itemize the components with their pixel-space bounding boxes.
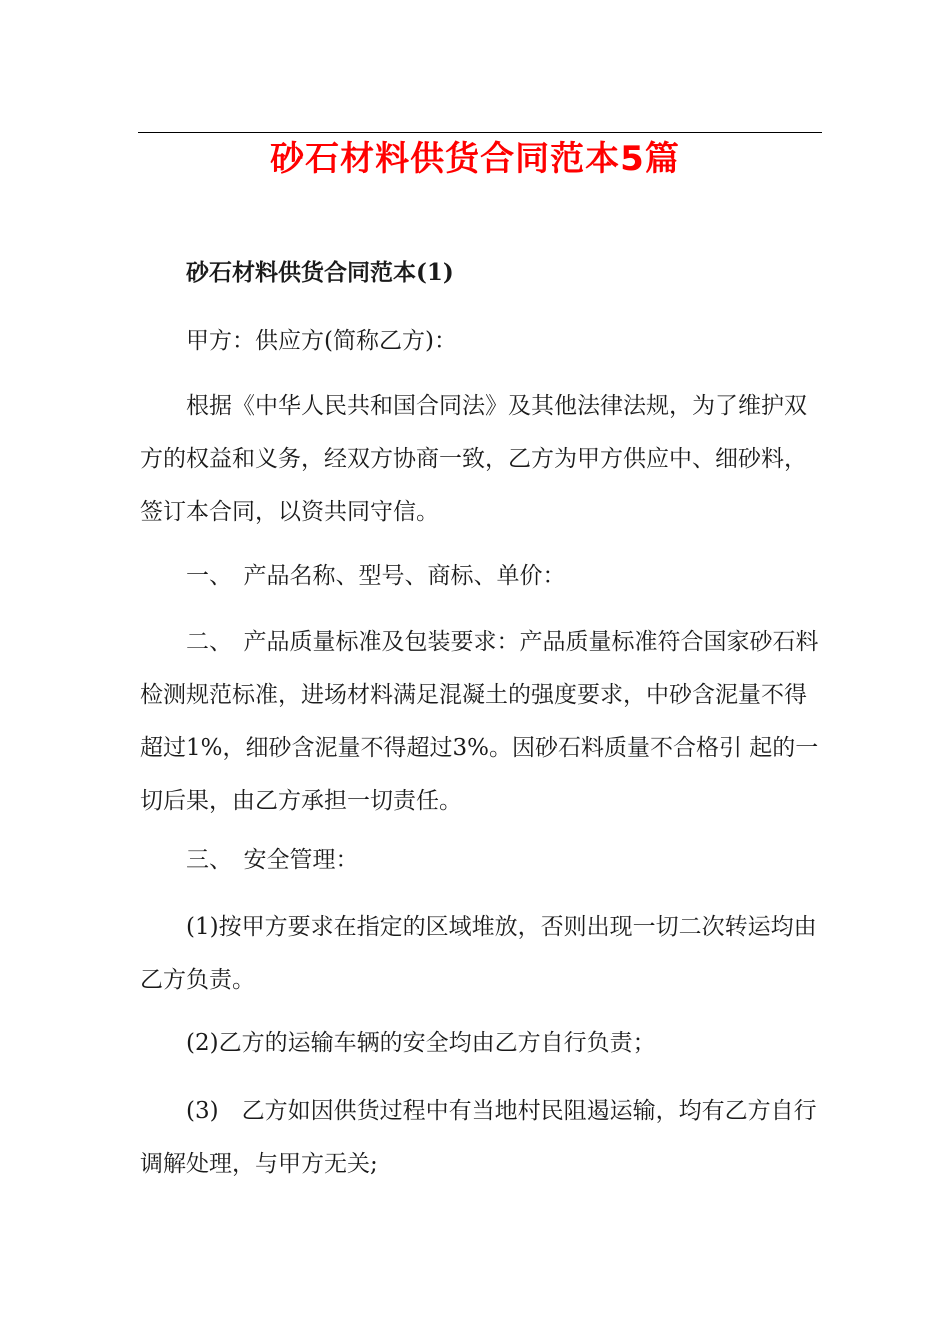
section-heading: 砂石材料供货合同范本(1) — [186, 259, 454, 286]
clause-3-item-3: (3) 乙方如因供货过程中有当地村民阻遏运输，均有乙方自行调解处理，与甲方无关; — [140, 1098, 817, 1177]
clause-1: 一、 产品名称、型号、商标、单价： — [186, 563, 566, 589]
clause-3-item-1: (1)按甲方要求在指定的区域堆放，否则出现一切二次转运均由乙方负责。 — [140, 914, 817, 993]
clause-2: 二、 产品质量标准及包装要求：产品质量标准符合国家砂石料检测规范标准，进场材料满足混凝土的强度要求，中砂含泥量不得超过1%，细砂含泥量不得超过3%。因砂石料质量不合格引 起的一切后果，由乙方承担一切责任。 — [140, 629, 819, 814]
clause-3: 三、 安全管理： — [186, 847, 359, 873]
intro-paragraph: 根据《中华人民共和国合同法》及其他法律法规，为了维护双方的权益和义务，经双方协商一致，乙方为甲方供应中、细砂料，签订本合同，以资共同守信。 — [140, 393, 807, 525]
clause-3-item-2: (2)乙方的运输车辆的安全均由乙方自行负责； — [186, 1030, 656, 1056]
parties-line: 甲方：供应方(简称乙方)： — [186, 328, 457, 354]
document-title: 砂石材料供货合同范本5篇 — [270, 139, 680, 179]
header-rule — [138, 132, 822, 133]
